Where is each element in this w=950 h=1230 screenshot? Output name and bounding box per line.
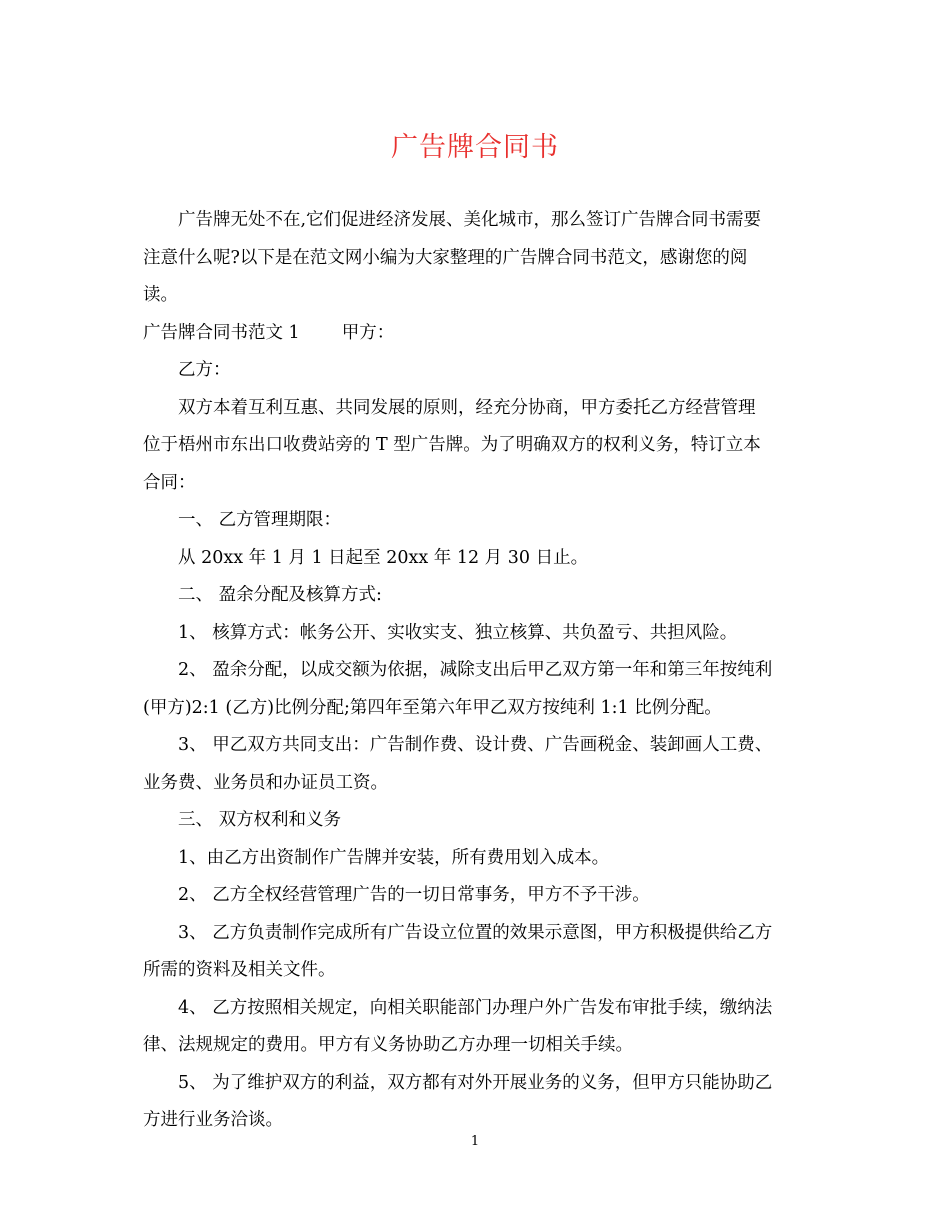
party-a-label: 甲方： (341, 322, 395, 343)
paragraph-line: 广告牌无处不在,它们促进经济发展、美化城市，那么签订广告牌合同书需要 (178, 210, 762, 230)
party-b-label: 乙方： (178, 360, 231, 380)
paragraph-line: 注意什么呢?以下是在范文网小编为大家整理的广告牌合同书范文，感谢您的阅 (143, 247, 748, 268)
clause-line: 方进行业务洽谈。 (143, 1110, 283, 1130)
clause-line: 3、 甲乙双方共同支出：广告制作费、设计费、广告画税金、装卸画人工费、 (178, 735, 773, 755)
section-heading: 一、 乙方管理期限： (178, 510, 342, 530)
paragraph-line: 从 20xx 年 1 月 1 日起至 20xx 年 12 月 30 日止。 (178, 547, 589, 568)
clause-line: 2、 乙方全权经营管理广告的一切日常事务，甲方不予干涉。 (178, 885, 650, 905)
section-heading: 二、 盈余分配及核算方式: (178, 585, 382, 605)
clause-line: 5、 为了维护双方的利益，双方都有对外开展业务的义务，但甲方只能协助乙 (178, 1072, 773, 1093)
paragraph-line: 合同： (143, 472, 196, 493)
section-heading: 三、 双方权利和义务 (178, 810, 342, 830)
paragraph-line (143, 315, 811, 353)
sample-heading: 广告牌合同书范文 1 (143, 322, 300, 343)
page-number: 1 (470, 1134, 480, 1149)
clause-line: 1、由乙方出资制作广告牌并安装，所有费用划入成本。 (178, 847, 610, 868)
clause-line: 2、 盈余分配，以成交额为依据，减除支出后甲乙双方第一年和第三年按纯利 (178, 660, 773, 680)
clause-line: 律、法规规定的费用。甲方有义务协助乙方办理一切相关手续。 (143, 1035, 633, 1055)
clause-line: (甲方)2:1 (乙方)比例分配;第四年至第六年甲乙双方按纯利 1:1 比例分配。 (143, 697, 722, 718)
clause-line: 业务费、业务员和办证员工资。 (143, 772, 388, 793)
document-body (143, 202, 811, 1140)
clause-line: 3、 乙方负责制作完成所有广告设立位置的效果示意图，甲方积极提供给乙方 (178, 922, 773, 943)
paragraph-line: 位于梧州市东出口收费站旁的 T 型广告牌。为了明确双方的权利义务，特订立本 (143, 435, 761, 455)
document-title: 广告牌合同书 (391, 132, 559, 163)
clause-line: 所需的资料及相关文件。 (143, 960, 336, 980)
paragraph-line: 双方本着互利互惠、共同发展的原则，经充分协商，甲方委托乙方经营管理 (178, 397, 756, 418)
clause-line: 1、 核算方式：帐务公开、实收实支、独立核算、共负盈亏、共担风险。 (178, 622, 738, 643)
clause-line: 4、 乙方按照相关规定，向相关职能部门办理户外广告发布审批手续，缴纳法 (178, 997, 773, 1018)
paragraph-line: 读。 (143, 285, 178, 305)
